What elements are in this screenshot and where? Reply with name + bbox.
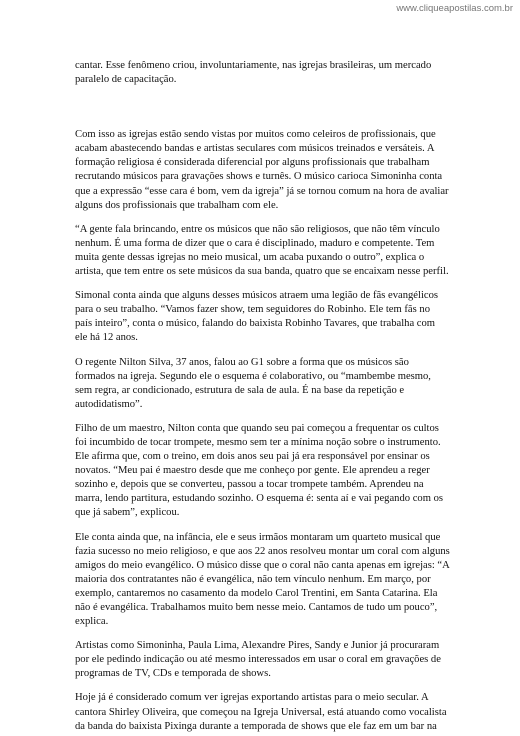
text-line: formados na igreja. Segundo ele o esquema é colaborativo, ou “mambembe mesmo,: [75, 370, 431, 382]
text-line: novatos. “Meu pai é maestro desde que me conheço por gente. Ele aprendeu a reger: [75, 465, 430, 477]
text-line: recrutando músicos para gravações shows e turnês. O músico carioca Simoninha conta: [75, 171, 443, 183]
text-line: Artistas como Simoninha, Paula Lima, Alexandre Pires, Sandy e Junior já procuraram: [75, 640, 440, 652]
text-line: artista, que tem entre os sete músicos da sua banda, quatro que se encaixam nesse perfil.: [75, 266, 449, 278]
text-line: maioria dos contratantes não é evangélica, não tem vínculo nenhum. Em março, por: [75, 573, 431, 585]
text-line: cantar. Esse fenômeno criou, involuntariamente, nas igrejas brasileiras, um mercado: [75, 60, 432, 71]
text-line: sozinho e, depois que se converteu, passou a tocar trompete também. Aprendeu na: [75, 479, 424, 491]
text-line: programas de TV, CDs e temporada de shows.: [75, 668, 271, 680]
text-line: que a expressão “esse cara é bom, vem da igreja” já se tornou comum na hora de avaliar: [75, 185, 449, 197]
paragraph: [75, 691, 447, 733]
text-line: exemplo, cantaremos no casamento da modelo Carol Trentini, em Santa Catarina. Ela: [75, 587, 438, 599]
text-line: explica.: [75, 616, 109, 628]
paragraph: [75, 223, 447, 279]
text-line: que já sabem”, explicou.: [75, 507, 180, 519]
paragraph: [75, 422, 447, 521]
text-line: Hoje já é considerado comum ver igrejas exportando artistas para o meio secular. A: [75, 692, 429, 704]
text-line: paralelo de capacitação.: [75, 74, 177, 86]
text-line: para o seu trabalho. “Vamos fazer show, tem seguidores do Robinho. Ele tem fãs no: [75, 304, 430, 316]
text-line: marra, lendo partitura, estudando sozinho. O esquema é: senta aí e vai pegando com os: [75, 493, 444, 505]
text-line: não é evangélica. Trabalhamos muito bem nesse meio. Cantamos de tudo um pouco”,: [75, 602, 438, 613]
text-line: ele há 12 anos.: [75, 332, 138, 344]
text-line: Filho de um maestro, Nilton conta que quando seu pai começou a frequentar os cultos: [75, 422, 439, 434]
paragraph: [75, 128, 447, 213]
site-url[interactable]: www.cliqueapostilas.com.br: [396, 3, 513, 14]
text-line: fazia sucesso no meio religioso, e que aos 22 anos resolveu montar um coral com alguns: [75, 545, 450, 557]
text-line: Com isso as igrejas estão sendo vistas por muitos como celeiros de profissionais, que: [75, 129, 436, 141]
text-line: Ele afirma que, com o treino, em dois anos seu pai já era responsável por ensinar os: [75, 451, 430, 463]
paragraph: [75, 59, 447, 87]
document-body: [75, 59, 450, 734]
paragraph: [75, 356, 447, 412]
text-line: alguns dos profissionais que trabalham com ele.: [75, 199, 279, 211]
text-line: por ele pedindo indicação ou até mesmo interessados em usar o coral em gravações de: [75, 654, 441, 666]
text-line: autodidatismo”.: [75, 398, 143, 410]
text-line: foi incumbido de tocar trompete, mesmo sem ter a mínima noção sobre o instrumento.: [75, 436, 441, 448]
text-line: Simonal conta ainda que alguns desses músicos atraem uma legião de fãs evangélicos: [75, 290, 439, 302]
paragraph: [75, 639, 447, 681]
text-line: formação religiosa é considerada diferencial por alguns profissionais que trabalham: [75, 157, 430, 169]
paragraph: [75, 289, 447, 345]
text-line: muita gente dessas igrejas no meio musical, um acaba puxando o outro”, explica o: [75, 251, 425, 263]
text-line: da banda do baixista Pixinga durante a temporada de shows que ele faz em um bar na: [75, 720, 437, 732]
text-line: país inteiro”, conta o músico, falando do baixista Robinho Tavares, que trabalha com: [75, 318, 436, 330]
paragraph: [75, 531, 450, 630]
text-line: sem regra, ar condicionado, estrutura de sala de aula. É na base da repetição e: [75, 384, 405, 396]
text-line: “A gente fala brincando, entre os músicos que não são religiosos, que não têm vínculo: [75, 223, 440, 235]
text-line: amigos do meio evangélico. O músico disse que o coral não canta apenas em igrejas: “A: [75, 559, 450, 571]
text-line: acabam abastecendo bandas e artistas seculares com músicos treinados e versáteis. A: [75, 143, 435, 155]
text-line: O regente Nilton Silva, 37 anos, falou ao G1 sobre a forma que os músicos são: [75, 356, 409, 368]
text-line: cantora Shirley Oliveira, que começou na Igreja Universal, está atuando como vocalista: [75, 706, 447, 718]
text-line: Ele conta ainda que, na infância, ele e seus irmãos montaram um quarteto musical que: [75, 531, 441, 543]
text-line: nenhum. É uma forma de dizer que o cara é disciplinado, maduro e competente. Tem: [75, 237, 435, 249]
